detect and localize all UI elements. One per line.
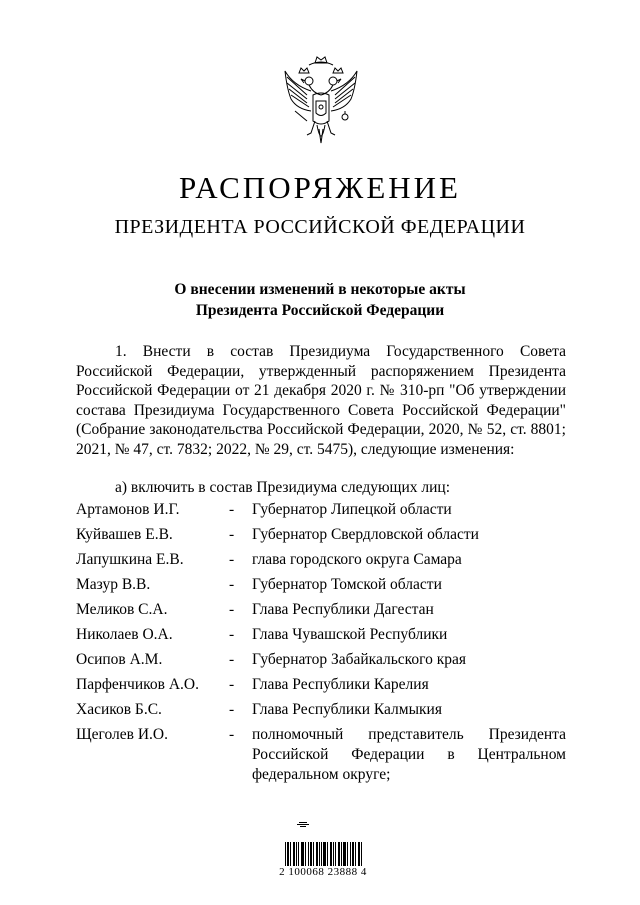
document-heading xyxy=(0,279,640,321)
member-name: Осипов А.М. xyxy=(76,651,163,668)
member-row xyxy=(76,525,566,550)
member-dash: - xyxy=(229,601,235,618)
barcode-number: 2 100068 23888 4 xyxy=(279,866,367,878)
member-dash: - xyxy=(229,626,235,643)
member-position: Губернатор Липецкой области xyxy=(252,501,452,518)
member-row xyxy=(76,725,566,785)
member-position: Губернатор Забайкальского края xyxy=(252,651,467,668)
member-name: Меликов С.А. xyxy=(76,601,168,618)
member-row xyxy=(76,500,566,525)
member-name: Хасиков Б.С. xyxy=(76,701,162,718)
member-position: глава городского округа Самара xyxy=(252,551,462,568)
member-row xyxy=(76,600,566,625)
paragraph-1: 1. Внести в состав Президиума Государственного Совета Российской Федерации, утвержденный распоряжением Президента Российской Федерации от 21 декабря 2020 г. № 310-рп "Об утверждении состава Президиума Государственного Совета Российской Федерации" (Собрание законодательства Российской Федерации, 2020, № 52, ст. 8801; 2021, № 47, ст. 7832; 2022, № 29, ст. 5475), следующие изменения: xyxy=(76,343,566,458)
member-position: Глава Республики Дагестан xyxy=(252,601,434,618)
member-dash: - xyxy=(229,726,235,743)
member-row xyxy=(76,575,566,600)
member-row xyxy=(76,550,566,575)
member-dash: - xyxy=(229,501,235,518)
member-row xyxy=(76,650,566,675)
member-name: Щеголев И.О. xyxy=(76,726,168,743)
member-dash: - xyxy=(229,651,235,668)
member-name: Николаев О.А. xyxy=(76,626,173,643)
member-dash: - xyxy=(229,701,235,718)
member-name: Мазур В.В. xyxy=(76,576,151,593)
document-title: РАСПОРЯЖЕНИЕ xyxy=(179,170,461,205)
member-dash: - xyxy=(229,576,235,593)
member-row xyxy=(76,700,566,725)
member-dash: - xyxy=(229,676,235,693)
member-dash: - xyxy=(229,526,235,543)
members-list xyxy=(76,500,566,785)
member-name: Лапушкина Е.В. xyxy=(76,551,184,568)
member-position: Губернатор Томской области xyxy=(252,576,442,593)
member-dash: - xyxy=(229,551,235,568)
member-row xyxy=(76,675,566,700)
member-position: Глава Чувашской Республики xyxy=(252,626,448,643)
member-name: Парфенчиков А.О. xyxy=(76,676,199,693)
heading-line-1: О внесении изменений в некоторые акты xyxy=(174,281,466,298)
member-name: Куйвашев Е.В. xyxy=(76,526,173,543)
member-position: Глава Республики Карелия xyxy=(252,676,429,693)
member-position: полномочный представитель Президента Российской Федерации в Центральном федеральном округе; xyxy=(252,726,566,783)
heading-line-2: Президента Российской Федерации xyxy=(195,302,445,319)
coat-of-arms-icon xyxy=(277,55,365,153)
subitem-a: а) включить в состав Президиума следующих лиц: xyxy=(115,479,451,496)
document-subtitle: ПРЕЗИДЕНТА РОССИЙСКОЙ ФЕДЕРАЦИИ xyxy=(114,216,526,238)
member-position: Губернатор Свердловской области xyxy=(252,526,479,543)
member-name: Артамонов И.Г. xyxy=(76,501,180,518)
member-position: Глава Республики Калмыкия xyxy=(252,701,442,718)
member-row xyxy=(76,625,566,650)
